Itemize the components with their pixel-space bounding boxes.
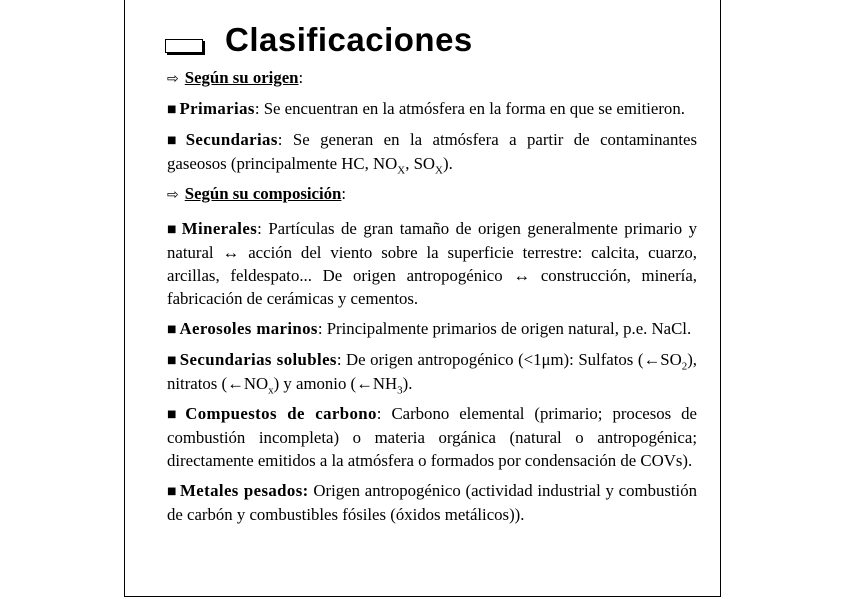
list-item-minerales: ■ Minerales: Partículas de gran tamaño de origen generalmente primario y natural ↔ acción del viento sobre la superficie terrestre: calcita, cuarzo, arcillas, feldespato... De origen antropogénico ↔ construcción, minería, fabricación de cerámicas y cementos. xyxy=(167,219,697,308)
title-box-icon xyxy=(165,39,203,53)
list-item-aerosoles-marinos: ■ Aerosoles marinos: Principalmente primarios de origen natural, p.e. NaCl. xyxy=(167,319,692,338)
list-item-secundarias-solubles: ■ Secundarias solubles: De origen antropogénico (<1μm): Sulfatos $(\leftarrow SO_2)$, nitratos $(\leftarrow NO_x)$ y amonio $(\leftarrow NH_3)$. xyxy=(167,350,697,397)
bullet-icon: ■ xyxy=(167,135,183,146)
bullet-icon: ■ xyxy=(167,324,177,335)
section-heading-origen: ⇨ Según su origen: xyxy=(167,68,304,87)
list-item-secundarias: ■ Secundarias: Se generan en la atmósfera a partir de contaminantes gaseosos (principalmente HC, $NO_X$, $SO_X$). xyxy=(167,130,697,177)
bullet-icon: ■ xyxy=(167,104,177,115)
bullet-icon: ■ xyxy=(167,224,179,235)
title-row xyxy=(165,18,473,62)
list-item-compuestos-carbono: ■ Compuestos de carbono: Carbono elemental (primario; procesos de combustión incompleta) o materia orgánica (natural o antropogénica; directamente emitidos a la atmósfera o formados por condensación de COVs). xyxy=(167,404,697,470)
slide xyxy=(124,0,721,597)
bullet-icon: ■ xyxy=(167,409,183,420)
arrow-right-icon: ⇨ xyxy=(167,187,179,203)
arrow-right-icon: ⇨ xyxy=(167,71,179,87)
list-item-primarias: ■ Primarias: Se encuentran en la atmósfera en la forma en que se emitieron. xyxy=(167,99,685,118)
list-item-metales-pesados: ■ Metales pesados: Origen antropogénico (actividad industrial y combustión de carbón y combustibles fósiles (óxidos metálicos)). xyxy=(167,481,697,524)
section-heading-composicion: ⇨ Según su composición: xyxy=(167,184,347,203)
slide-title: Clasificaciones xyxy=(225,21,473,58)
bullet-icon: ■ xyxy=(167,355,177,366)
bullet-icon: ■ xyxy=(167,486,178,497)
slide-content xyxy=(167,66,697,533)
